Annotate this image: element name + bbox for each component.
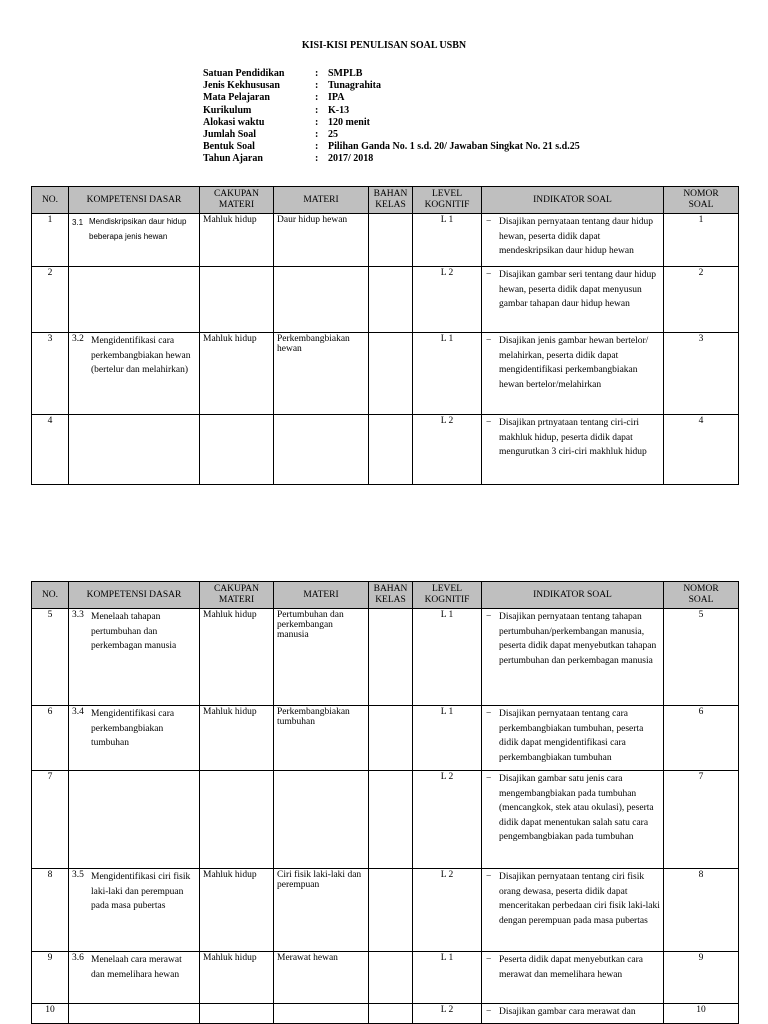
info-label: Jumlah Soal bbox=[203, 129, 257, 141]
cell-bahan bbox=[369, 609, 413, 706]
info-label: Mata Pelajaran bbox=[203, 92, 270, 104]
info-colon: : bbox=[315, 92, 319, 104]
info-colon: : bbox=[315, 129, 319, 141]
document-title: KISI-KISI PENULISAN SOAL USBN bbox=[301, 40, 467, 51]
cell-indikator bbox=[482, 869, 664, 952]
header-level: LEVEL KOGNITIF bbox=[413, 187, 482, 214]
table-row bbox=[32, 869, 739, 952]
table-row bbox=[32, 214, 739, 267]
cell-indikator bbox=[482, 214, 664, 267]
kd-number: 3.2 bbox=[72, 334, 84, 344]
cell-level: L 2 bbox=[413, 415, 482, 485]
cell-bahan bbox=[369, 706, 413, 771]
cell-level: L 2 bbox=[413, 771, 482, 869]
info-value: 2017/ 2018 bbox=[328, 153, 374, 165]
cell-no: 8 bbox=[32, 869, 69, 952]
cell-no: 9 bbox=[32, 952, 69, 1004]
header-level: LEVEL KOGNITIF bbox=[413, 582, 482, 609]
cell-bahan bbox=[369, 333, 413, 415]
cell-kompetensi bbox=[69, 771, 200, 869]
cell-no: 10 bbox=[32, 1004, 69, 1024]
bullet-dash: − bbox=[486, 418, 492, 428]
cell-bahan bbox=[369, 267, 413, 333]
info-row bbox=[203, 92, 580, 104]
header-kompetensi: KOMPETENSI DASAR bbox=[69, 582, 200, 609]
info-label: Tahun Ajaran bbox=[203, 153, 263, 165]
header-no: NO. bbox=[32, 582, 69, 609]
table-row bbox=[32, 771, 739, 869]
indikator-text: Disajikan gambar cara merawat dan bbox=[499, 1007, 636, 1017]
info-row bbox=[203, 153, 580, 165]
cell-no: 7 bbox=[32, 771, 69, 869]
cell-level: L 1 bbox=[413, 333, 482, 415]
kisi-table-2 bbox=[31, 581, 739, 1024]
cell-cakupan bbox=[200, 1004, 274, 1024]
info-label: Alokasi waktu bbox=[203, 116, 265, 128]
header-kompetensi: KOMPETENSI DASAR bbox=[69, 187, 200, 214]
cell-no: 4 bbox=[32, 415, 69, 485]
cell-kompetensi bbox=[69, 952, 200, 1004]
cell-nomor: 10 bbox=[664, 1004, 739, 1024]
cell-kompetensi bbox=[69, 415, 200, 485]
info-row bbox=[203, 117, 580, 129]
cell-bahan bbox=[369, 1004, 413, 1024]
cell-cakupan: Mahluk hidup bbox=[200, 333, 274, 415]
cell-nomor: 1 bbox=[664, 214, 739, 267]
bullet-dash: − bbox=[486, 336, 492, 346]
header-bahan-kelas: BAHAN KELAS bbox=[369, 582, 413, 609]
bullet-dash: − bbox=[486, 774, 492, 784]
header-cakupan: CAKUPAN MATERI bbox=[200, 582, 274, 609]
cell-kompetensi bbox=[69, 267, 200, 333]
cell-nomor: 5 bbox=[664, 609, 739, 706]
cell-materi bbox=[274, 771, 369, 869]
info-label: Kurikulum bbox=[203, 104, 252, 116]
header-indikator: INDIKATOR SOAL bbox=[482, 187, 664, 214]
bullet-dash: − bbox=[486, 872, 492, 882]
cell-kompetensi bbox=[69, 869, 200, 952]
cell-kompetensi bbox=[69, 1004, 200, 1024]
cell-materi bbox=[274, 267, 369, 333]
cell-cakupan: Mahluk hidup bbox=[200, 214, 274, 267]
cell-bahan bbox=[369, 952, 413, 1004]
info-row bbox=[203, 105, 580, 117]
info-value: K-13 bbox=[328, 104, 350, 116]
info-value: 120 menit bbox=[328, 116, 370, 128]
bullet-dash: − bbox=[486, 270, 492, 280]
cell-cakupan bbox=[200, 267, 274, 333]
info-colon: : bbox=[315, 68, 319, 79]
cell-materi: Daur hidup hewan bbox=[274, 214, 369, 267]
cell-level: L 1 bbox=[413, 214, 482, 267]
cell-level: L 1 bbox=[413, 706, 482, 771]
cell-indikator bbox=[482, 771, 664, 869]
kd-number: 3.3 bbox=[72, 610, 84, 620]
info-value: 25 bbox=[328, 129, 338, 141]
table-row bbox=[32, 609, 739, 706]
header-cakupan: CAKUPAN MATERI bbox=[200, 187, 274, 214]
cell-cakupan bbox=[200, 771, 274, 869]
cell-nomor: 9 bbox=[664, 952, 739, 1004]
info-value: Tunagrahita bbox=[328, 80, 381, 92]
table-row bbox=[32, 706, 739, 771]
cell-bahan bbox=[369, 415, 413, 485]
header-no: NO. bbox=[32, 187, 69, 214]
cell-materi bbox=[274, 415, 369, 485]
indikator-text: Disajikan pernyataan tentang tahapan pertumbuhan/perkembangan manusia, peserta didik dapat menyebutkan tahapan pertumbuhan dan perkembagan manusia bbox=[499, 612, 657, 666]
cell-indikator bbox=[482, 415, 664, 485]
cell-cakupan: Mahluk hidup bbox=[200, 952, 274, 1004]
cell-no: 6 bbox=[32, 706, 69, 771]
cell-indikator bbox=[482, 706, 664, 771]
cell-no: 3 bbox=[32, 333, 69, 415]
table-row bbox=[32, 952, 739, 1004]
kd-text: Mendiskripsikan daur hidup beberapa jenis hewan bbox=[89, 217, 187, 241]
cell-level: L 2 bbox=[413, 869, 482, 952]
cell-materi: Pertumbuhan dan perkembangan manusia bbox=[274, 609, 369, 706]
info-value: IPA bbox=[328, 92, 345, 104]
info-row bbox=[203, 129, 580, 141]
table-row bbox=[32, 333, 739, 415]
kd-number: 3.1 bbox=[72, 218, 84, 227]
info-colon: : bbox=[315, 141, 319, 153]
info-colon: : bbox=[315, 104, 319, 116]
kd-number: 3.5 bbox=[72, 870, 84, 880]
indikator-text: Disajikan gambar seri tentang daur hidup hewan, peserta didik dapat menyusun gambar tahapan daur hidup hewan bbox=[499, 270, 656, 310]
cell-nomor: 2 bbox=[664, 267, 739, 333]
header-materi: MATERI bbox=[274, 582, 369, 609]
cell-level: L 2 bbox=[413, 1004, 482, 1024]
info-colon: : bbox=[315, 116, 319, 128]
kd-text: Mengidentifikasi cara perkembangbiakan hewan (bertelur dan melahirkan) bbox=[91, 336, 191, 375]
indikator-text: Disajikan jenis gambar hewan bertelor/ melahirkan, peserta didik dapat mengidentifikasi perkembangbiakan hewan bertelor/melahirkan bbox=[499, 336, 649, 390]
table-row bbox=[32, 1004, 739, 1024]
cell-indikator bbox=[482, 267, 664, 333]
cell-cakupan: Mahluk hidup bbox=[200, 869, 274, 952]
cell-kompetensi bbox=[69, 214, 200, 267]
cell-cakupan: Mahluk hidup bbox=[200, 706, 274, 771]
cell-nomor: 6 bbox=[664, 706, 739, 771]
table-header-row bbox=[32, 187, 739, 214]
cell-level: L 1 bbox=[413, 609, 482, 706]
kd-text: Mengidentifikasi ciri fisik laki-laki dan perempuan pada masa pubertas bbox=[91, 872, 191, 911]
cell-no: 5 bbox=[32, 609, 69, 706]
info-label: Bentuk Soal bbox=[203, 141, 255, 153]
cell-materi: Ciri fisik laki-laki dan perempuan bbox=[274, 869, 369, 952]
cell-level: L 1 bbox=[413, 952, 482, 1004]
info-colon: : bbox=[315, 153, 319, 165]
cell-bahan bbox=[369, 771, 413, 869]
cell-nomor: 3 bbox=[664, 333, 739, 415]
cell-nomor: 4 bbox=[664, 415, 739, 485]
info-value: SMPLB bbox=[328, 68, 363, 79]
cell-indikator bbox=[482, 333, 664, 415]
info-colon: : bbox=[315, 80, 319, 92]
table-row bbox=[32, 415, 739, 485]
bullet-dash: − bbox=[486, 1007, 492, 1017]
cell-bahan bbox=[369, 214, 413, 267]
header-nomor: NOMOR SOAL bbox=[664, 582, 739, 609]
info-row bbox=[203, 68, 580, 80]
cell-nomor: 7 bbox=[664, 771, 739, 869]
kisi-table-1 bbox=[31, 186, 739, 485]
document-info bbox=[203, 68, 580, 166]
bullet-dash: − bbox=[486, 612, 492, 622]
info-row bbox=[203, 80, 580, 92]
cell-cakupan bbox=[200, 415, 274, 485]
cell-bahan bbox=[369, 869, 413, 952]
kd-text: Menelaah tahapan pertumbuhan dan perkembagan manusia bbox=[91, 612, 177, 651]
header-nomor: NOMOR SOAL bbox=[664, 187, 739, 214]
header-materi: MATERI bbox=[274, 187, 369, 214]
indikator-text: Disajikan pernyataan tentang cara perkembangbiakan tumbuhan, peserta didik dapat mengidentifikasi cara perkembangbiakan tumbuhan bbox=[499, 709, 644, 763]
info-label: Satuan Pendidikan bbox=[203, 68, 285, 79]
indikator-text: Disajikan prtnyataan tentang ciri-ciri makhluk hidup, peserta didik dapat mengurutkan 3 ciri-ciri makhluk hidup bbox=[499, 418, 647, 458]
cell-materi bbox=[274, 1004, 369, 1024]
table-row bbox=[32, 267, 739, 333]
cell-kompetensi bbox=[69, 333, 200, 415]
kd-text: Menelaah cara merawat dan memelihara hewan bbox=[91, 955, 182, 980]
indikator-text: Peserta didik dapat menyebutkan cara merawat dan memelihara hewan bbox=[499, 955, 644, 980]
cell-materi: Merawat hewan bbox=[274, 952, 369, 1004]
cell-kompetensi bbox=[69, 706, 200, 771]
cell-no: 1 bbox=[32, 214, 69, 267]
table-header-row bbox=[32, 582, 739, 609]
cell-materi: Perkembangbiakan tumbuhan bbox=[274, 706, 369, 771]
bullet-dash: − bbox=[486, 217, 492, 227]
indikator-text: Disajikan pernyataan tentang ciri fisik orang dewasa, peserta didik dapat menceritakan perbedaan ciri fisik laki-laki dengan perempuan pada masa pubertas bbox=[499, 872, 660, 926]
info-value: Pilihan Ganda No. 1 s.d. 20/ Jawaban Singkat No. 21 s.d.25 bbox=[328, 141, 580, 153]
kd-number: 3.4 bbox=[72, 707, 84, 717]
bullet-dash: − bbox=[486, 955, 492, 965]
cell-no: 2 bbox=[32, 267, 69, 333]
cell-materi: Perkembangbiakan hewan bbox=[274, 333, 369, 415]
header-indikator: INDIKATOR SOAL bbox=[482, 582, 664, 609]
kd-text: Mengidentifikasi cara perkembangbiakan tumbuhan bbox=[91, 709, 175, 748]
indikator-text: Disajikan pernyataan tentang daur hidup hewan, peserta didik dapat mendeskripsikan daur hidup hewan bbox=[499, 217, 654, 257]
cell-indikator bbox=[482, 952, 664, 1004]
cell-cakupan: Mahluk hidup bbox=[200, 609, 274, 706]
info-row bbox=[203, 141, 580, 153]
cell-kompetensi bbox=[69, 609, 200, 706]
cell-nomor: 8 bbox=[664, 869, 739, 952]
cell-indikator bbox=[482, 1004, 664, 1024]
info-label: Jenis Kekhususan bbox=[203, 80, 280, 92]
bullet-dash: − bbox=[486, 709, 492, 719]
header-bahan-kelas: BAHAN KELAS bbox=[369, 187, 413, 214]
kd-number: 3.6 bbox=[72, 953, 84, 963]
cell-indikator bbox=[482, 609, 664, 706]
indikator-text: Disajikan gambar satu jenis cara mengembangbiakan pada tumbuhan (mencangkok, stek atau okulasi), peserta didik dapat menentukan salah satu cara pengembangbiakan pada tumbuhan bbox=[499, 774, 654, 843]
cell-level: L 2 bbox=[413, 267, 482, 333]
